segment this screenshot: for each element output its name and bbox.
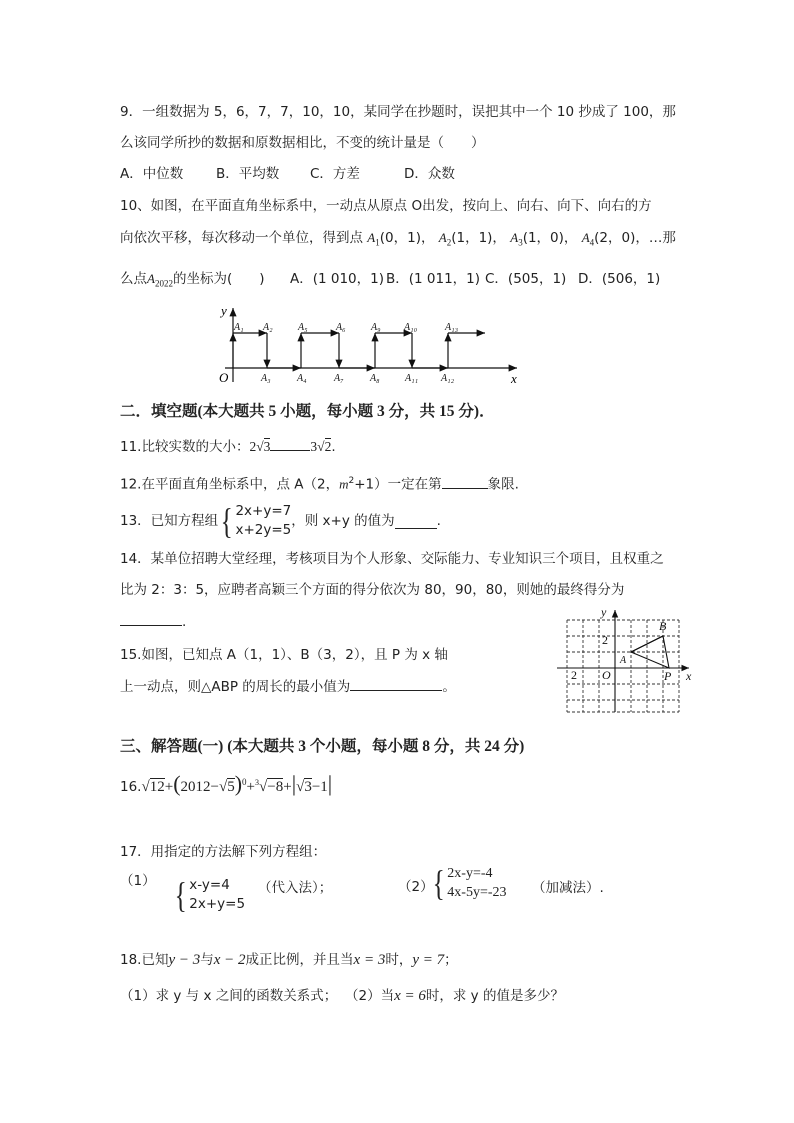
q12-blank[interactable] (442, 474, 488, 489)
q11-blank[interactable] (270, 436, 310, 451)
q17-title: 17．用指定的方法解下列方程组： (120, 844, 327, 860)
q12-var: m (339, 476, 349, 492)
q11-left-rad: 3 (263, 439, 271, 454)
q13-end: . (436, 513, 441, 529)
q16-paren-open: ( (173, 771, 181, 796)
q9-option-d: D．众数 (404, 166, 455, 182)
q18-sub2-prefix: （2）当 (345, 988, 395, 1004)
q16-plus3: + (283, 779, 292, 795)
q10-point-a3-coord: (1，0)， (522, 230, 578, 246)
q12-suffix: 象限. (487, 476, 519, 493)
label-a10: A₁₀ (404, 322, 418, 333)
q12 (120, 472, 519, 494)
q18-sub2-x: x = 6 (394, 988, 426, 1004)
q17-part1-eq2: 2x+y=5 (189, 896, 246, 912)
label-a1: A₁ (234, 322, 244, 333)
q18-sub2-suffix: 时，求 y 的值是多少？ (425, 988, 564, 1004)
label-a9: A₉ (371, 322, 381, 333)
q9-option-a: A．中位数 (120, 166, 184, 182)
q10-point-a4-coord: (2，0)，…那 (594, 230, 676, 246)
q18-end: ； (444, 952, 458, 968)
q17-part1-label: （1） (120, 873, 156, 889)
q17-part2-brace: { (432, 863, 445, 903)
q17-part1 (172, 876, 245, 914)
q16-expression (120, 770, 332, 799)
q15-grid (567, 620, 679, 712)
q15-label-2-x: 2 (571, 668, 577, 682)
q10-axis-y-label: y (221, 303, 227, 318)
q15-figure (555, 606, 700, 714)
q11-right-coef: 3 (310, 439, 318, 454)
q18-line1 (120, 950, 458, 970)
q13-suffix: ，则 x+y 的值为 (291, 513, 395, 529)
label-a2: A₂ (263, 322, 273, 333)
q13-blank[interactable] (395, 514, 437, 529)
q16-cube-index: 3 (255, 778, 260, 787)
q17-part1-system (189, 876, 245, 914)
q10-point-a2: $A_2$ (438, 230, 452, 248)
q10-option-d: D．(506，1) (578, 271, 661, 287)
q10-point-a2-coord: (1，1)， (451, 230, 506, 246)
q11-prefix: 11.比较实数的大小： (120, 439, 250, 455)
q18-expr1: y − 3 (168, 952, 201, 968)
q13-prefix: 13．已知方程组 (120, 513, 219, 529)
q15-line2-text: 上一动点，则△ABP 的周长的最小值为 (120, 679, 351, 695)
q14-blank[interactable] (120, 611, 182, 626)
q18-sub1: （1）求 y 与 x 之间的函数关系式； (120, 988, 338, 1004)
q9-option-c: C．方差 (310, 166, 360, 182)
q16-sqrt-sign-2: √ (218, 779, 228, 795)
q17-part1-method: （代入法）； (258, 880, 333, 896)
q10-option-a: A．(1 010，1) (290, 271, 385, 287)
q13-system (235, 502, 291, 540)
q11-radical-sign-2: √ (317, 439, 325, 454)
q11-right-rad: 2 (324, 439, 332, 454)
q17-part1-brace: { (174, 875, 187, 915)
q10-line2 (120, 229, 676, 252)
q12-exp: 2 (348, 476, 355, 486)
q10-line3 (120, 270, 265, 293)
q13-eq2: x+2y=5 (235, 522, 292, 538)
q14-line2: 比为 2：3：5，应聘者高颖三个方面的得分依次为 80，90，80，则她的最终得分为 (120, 582, 625, 598)
q9-line1: 9．一组数据为 5，6，7，7，10，10，某同学在抄题时，误把其中一个 10 抄成了 100，那 (120, 104, 676, 120)
q10-point-a3: $A_3$ (510, 230, 523, 248)
q18-mid3: 时， (385, 952, 413, 968)
label-a7: A₇ (334, 373, 344, 384)
q15-blank[interactable] (350, 676, 442, 691)
q16-plus1: + (164, 779, 174, 795)
q16-minus-one: −1 (311, 779, 328, 795)
q16-rad3: −8 (267, 779, 284, 795)
label-a11: A₁₁ (405, 373, 419, 384)
q10-option-b: B．(1 011，1) (386, 271, 481, 287)
q10-origin-label: O (219, 370, 229, 385)
q14-line1: 14．某单位招聘大堂经理，考核项目为个人形象、交际能力、专业知识三个项目，且权重之 (120, 551, 664, 567)
q14-end: . (182, 614, 187, 630)
label-a6: A₆ (336, 322, 346, 333)
q17-part2-method: （加减法）. (532, 880, 604, 896)
q17-part2-label: （2） (398, 879, 434, 895)
q16-cbrt-sign: √ (259, 779, 268, 795)
q16-abs-open: | (291, 771, 297, 796)
q16-rad1: 12 (149, 779, 165, 795)
q15-label-a: A (620, 655, 627, 666)
q15-end: 。 (442, 679, 456, 695)
section3-title: 三、解答题(一) (本大题共 3 个小题，每小题 8 分，共 24 分) (120, 738, 525, 755)
q9-option-b: B．平均数 (216, 166, 280, 182)
q15-line2 (120, 676, 456, 696)
q15-label-2-y: 2 (602, 633, 608, 647)
q15-line1: 15.如图，已知点 A（1，1）、B（3，2），且 P 为 x 轴 (120, 647, 448, 663)
q16-rad2: 5 (227, 779, 235, 795)
label-a8: A₈ (370, 373, 380, 384)
q17-part2-eq2: 4x-5y=-23 (447, 885, 507, 900)
q16-paren-close: ) (234, 771, 243, 796)
q10-axis-x-label: x (511, 371, 517, 386)
q16-minus: − (210, 779, 219, 795)
q15-label-p: P (664, 669, 672, 683)
q10-line1: 10、如图，在平面直角坐标系中，一动点从原点 O出发，按向上、向右、向下、向右的方 (120, 198, 652, 214)
q17-part2-eq1: 2x-y=-4 (447, 866, 493, 881)
q16-plus2: + (246, 779, 256, 795)
q16-rad4: 3 (304, 779, 312, 795)
q17-part2-system (447, 864, 506, 902)
label-a13: A₁₃ (445, 322, 459, 333)
q17-part2 (430, 864, 507, 902)
q10-point-a1: $A_1$ (367, 230, 380, 248)
label-a5: A₅ (298, 322, 308, 333)
path-segments (233, 333, 485, 368)
q13-brace: { (220, 501, 233, 541)
q12-prefix: 12.在平面直角坐标系中，点 A（2， (120, 476, 340, 493)
q11-end: . (331, 439, 336, 455)
q10-option-c: C．(505，1) (485, 271, 567, 287)
q10-point-a1-coord: (0，1)， (379, 230, 435, 246)
section2-title: 二．填空题(本大题共 5 小题，每小题 3 分，共 15 分)． (120, 403, 495, 420)
q15-axis-x-label: x (686, 669, 692, 683)
q16-sqrt-sign: √ (141, 779, 150, 795)
q18-expr2: x − 2 (213, 952, 246, 968)
q10-target-point: $A_{2022}$ (147, 271, 173, 289)
q11 (120, 436, 336, 456)
q10-line2-prefix: 向依次平移，每次移动一个单位，得到点 (120, 230, 363, 246)
q16-abs-close: | (327, 771, 333, 796)
label-a12: A₁₂ (441, 373, 455, 384)
q18-mid2: 成正比例，并且当 (245, 952, 354, 968)
q10-figure (205, 302, 530, 387)
q16-number: 16. (120, 779, 142, 795)
q13 (120, 502, 441, 540)
q10-line3-suffix: 的坐标为( ) (172, 271, 265, 287)
q16-exp0: 0 (242, 777, 247, 787)
q18-prefix: 18.已知 (120, 952, 169, 968)
label-a3: A₃ (261, 373, 271, 384)
q18-cond-x: x = 3 (353, 952, 386, 968)
q18-mid1: 与 (200, 952, 214, 968)
q17-part1-eq1: x-y=4 (189, 877, 230, 893)
q13-eq1: 2x+y=7 (235, 503, 292, 519)
q15-axis-y-label: y (601, 606, 607, 619)
q15-origin-label: O (602, 668, 611, 682)
q12-middle: +1）一定在第 (354, 476, 442, 493)
q10-point-a4: $A_4$ (581, 230, 595, 248)
q15-label-b: B (659, 619, 667, 633)
label-a4: A₄ (297, 373, 307, 384)
q14-line3 (120, 611, 186, 631)
q11-left-coef: 2 (249, 439, 257, 454)
q9-line2: 么该同学所抄的数据和原数据相比，不变的统计量是（ ） (120, 135, 485, 151)
q18-cond-y: y = 7 (412, 952, 445, 968)
q11-radical-sign: √ (256, 439, 264, 454)
q16-paren-a: 2012 (180, 779, 211, 795)
q18-sub2 (345, 986, 564, 1006)
q10-line3-prefix: 么点 (120, 271, 147, 287)
q16-sqrt-sign-3: √ (296, 779, 305, 795)
